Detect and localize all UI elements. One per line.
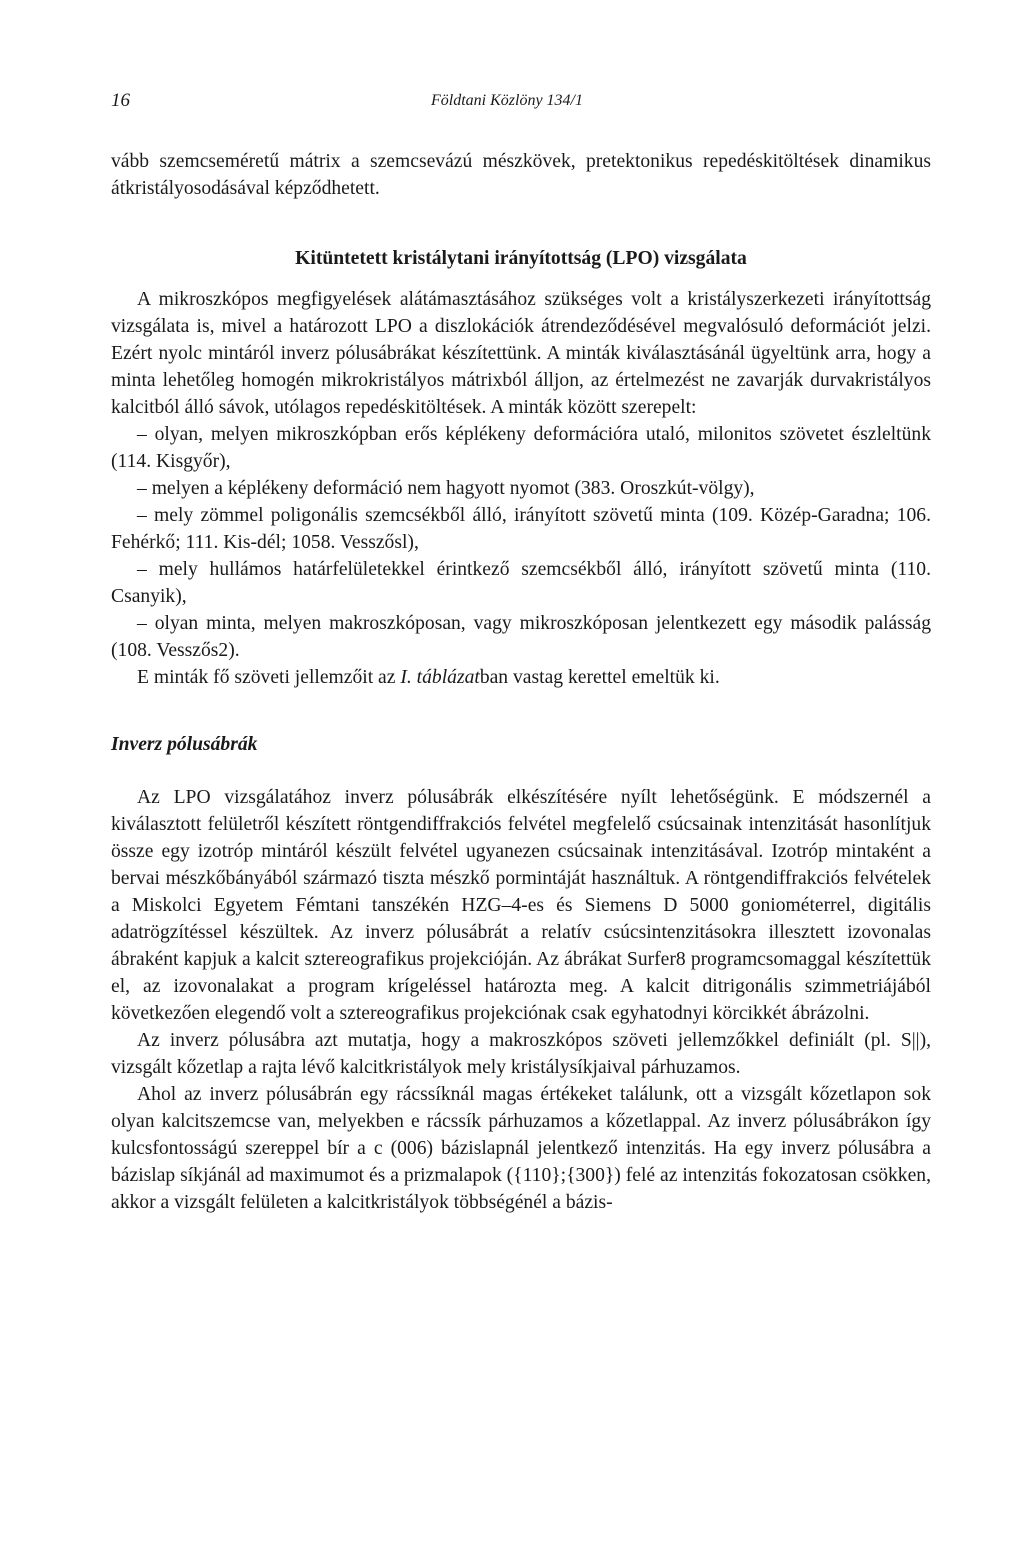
sample-list-item: – mely zömmel poligonális szemcsékből álló, irányított szövetű minta (109. Közép-Garadna; 106. Fehérkő; 111. Kis-dél; 1058. Vesszősl), xyxy=(111,505,931,553)
intro-paragraph: vább szemcseméretű mátrix a szemcsevázú mészkövek, pretektonikus repedéskitöltések dinamikus átkristályosodásával képződhetett. xyxy=(111,151,931,199)
table-reference: I. táblázat xyxy=(400,667,480,688)
inverse-paragraph-3: Ahol az inverz pólusábrán egy rácssíknál magas értékeket találunk, ott a vizsgált kőzetlapon sok olyan kalcitszemcse van, melyekben e rácssík párhuzamos a kőzetlappal. Az inverz pólusábrákon így kulcsfontosságú szereppel bír a c (006) bázislapnál jelentkező intenzitás. Ha egy inverz pólusábra a bázislap síkjánál ad maximumot és a prizmalapok ({110};{300}) felé az intenzitás fokozatosan csökken, akkor a vizsgált felületen a kalcitkristályok többségénél a bázis- xyxy=(111,1084,931,1213)
section-heading-lpo: Kitüntetett kristálytani irányítottság (LPO) vizsgálata xyxy=(295,248,747,269)
subheading-inverse-pole-figures: Inverz pólusábrák xyxy=(111,734,258,755)
running-head xyxy=(111,90,931,120)
sample-list-item: – mely hullámos határfelületekkel érintkező szemcsékből álló, irányított szövetű minta (110. Csanyik), xyxy=(111,559,931,607)
lpo-paragraph: A mikroszkópos megfigyelések alátámasztásához szükséges volt a kristályszerkezeti irányítottság vizsgálata is, mivel a határozott LPO a diszlokációk átrendeződésével megvalósuló deformációt jelzi. Ezért nyolc mintáról inverz pólusábrákat készítettünk. A minták kiválasztásánál ügyeltünk arra, hogy a minta lehetőleg homogén mikrokristályos mátrixból álljon, az értelmezést ne zavarják durvakristályos kalcitból álló sávok, utólagos repedéskitöltések. A minták között szerepelt: xyxy=(111,289,931,418)
inverse-paragraph-2: Az inverz pólusábra azt mutatja, hogy a makroszkópos szöveti jellemzőkkel definiált (pl. S||), vizsgált kőzetlap a rajta lévő kalcitkristályok mely kristálysíkjaival párhuzamos. xyxy=(111,1030,931,1078)
page-number: 16 xyxy=(111,90,130,111)
journal-title: Földtani Közlöny 134/1 xyxy=(431,92,583,109)
page xyxy=(111,90,931,1216)
sample-list-item: – melyen a képlékeny deformáció nem hagyott nyomot (383. Oroszkút-völgy), xyxy=(137,478,755,499)
closing-text-before: E minták fő szöveti jellemzőit az xyxy=(137,667,401,688)
sample-list-item: – olyan minta, melyen makroszkóposan, vagy mikroszkóposan jelentkezett egy második palásság (108. Vesszős2). xyxy=(111,613,931,661)
inverse-paragraph-1: Az LPO vizsgálatához inverz pólusábrák elkészítésére nyílt lehetőségünk. E módszernél a kiválasztott felületről készített röntgendiffrakciós felvétel megfelelő csúcsainak intenzitását hasonlítjuk össze egy izotróp mintáról készült felvétel ugyanezen csúcsainak intenzitásával. Izotróp mintaként a bervai mészkőbányából származó tiszta mészkő pormintáját használtuk. A röntgendiffrakciós felvételek a Miskolci Egyetem Fémtani tanszékén HZG–4-es és Siemens D 5000 goniométerrel, digitális adatrögzítéssel készültek. Az inverz pólusábrát a relatív csúcsintenzitásokra illesztett izovonalas ábraként kapjuk a kalcit sztereografikus projekcióján. Az ábrákat Surfer8 programcsomaggal készítettük el, az izovonalakat a program krígeléssel határozta meg. A kalcit ditrigonális szimmetriájából következően elegendő volt a sztereografikus projekciónak csak egyhatodnyi körcikkét ábrázolni. xyxy=(111,787,931,1024)
sample-list-item: – olyan, melyen mikroszkópban erős képlékeny deformációra utaló, milonitos szövetet észleltünk (114. Kisgyőr), xyxy=(111,424,931,472)
closing-text-after: ban vastag kerettel emeltük ki. xyxy=(479,667,720,688)
lpo-closing-sentence xyxy=(111,664,931,691)
